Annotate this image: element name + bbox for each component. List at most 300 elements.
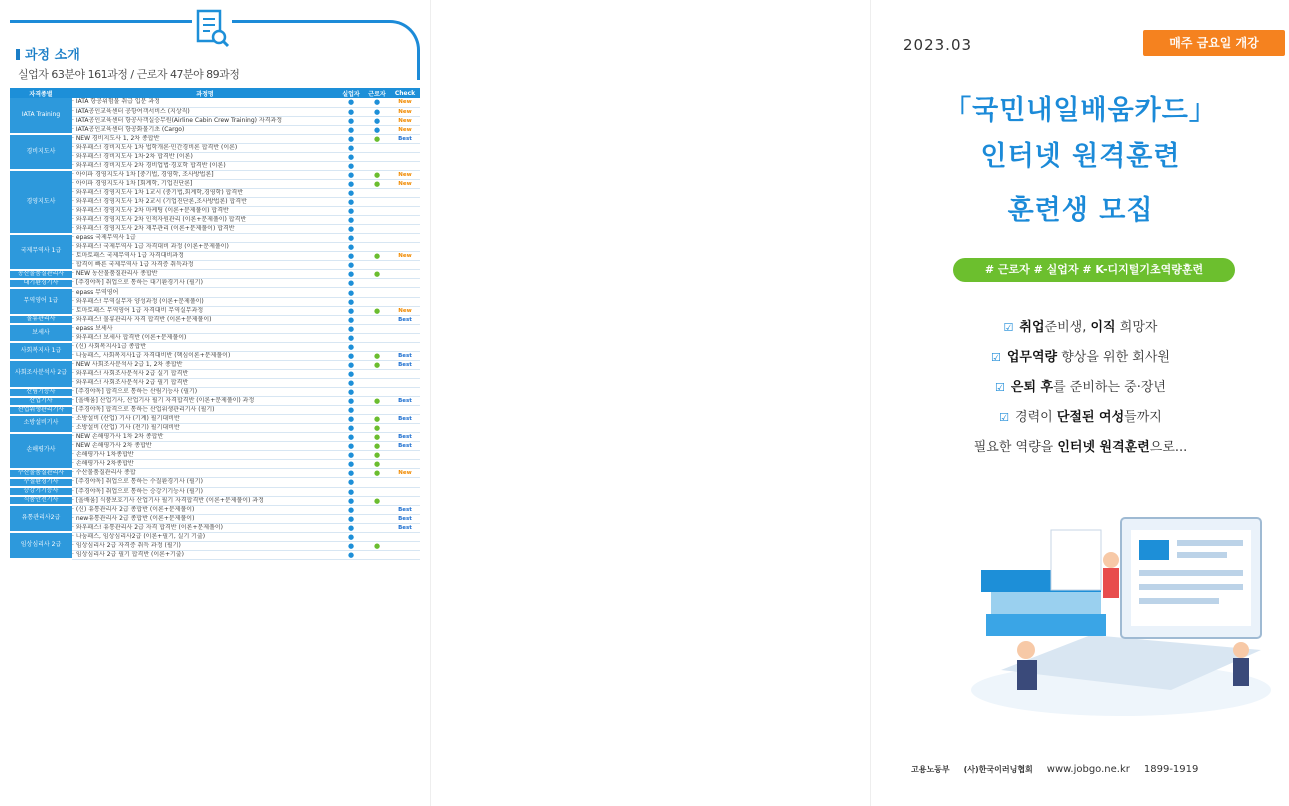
headline-3: 훈련생 모집 [1007, 195, 1154, 226]
table-row [10, 460, 420, 469]
check-badge: New [390, 469, 420, 478]
unemployed-dot-icon: ● [347, 324, 355, 333]
employed-dot-icon: ● [373, 179, 381, 188]
course-name: · [주경야독] 합격으로 통하는 산림기능사 (필기) [72, 388, 338, 397]
unemployed-dot-icon: ● [347, 152, 355, 161]
mark-cell [364, 161, 390, 170]
unemployed-dot-icon: ● [347, 125, 355, 134]
qualification-name: 사회조사분석사 2급 [10, 360, 72, 387]
check-badge [390, 388, 420, 397]
online-learning-illustration [941, 500, 1281, 720]
mark-cell [338, 496, 364, 505]
course-name: · 와우패스! 경비지도사 1차·2차 합격반 (이론) [72, 152, 338, 161]
mark-cell [364, 98, 390, 107]
mark-cell [338, 306, 364, 315]
mark-cell [364, 116, 390, 125]
course-name: · NEW 손해평가사 1차 2차 종합반 [72, 433, 338, 442]
mark-cell [338, 252, 364, 261]
unemployed-dot-icon: ● [347, 306, 355, 315]
mark-cell [364, 523, 390, 532]
course-name: · [주경야독] 취업으로 통하는 승강기기능사 (필기) [72, 487, 338, 496]
section-subtitle: 실업자 63분야 161과정 / 근로자 47분야 89과정 [18, 68, 240, 81]
section-title: 과정 소개 [16, 44, 80, 63]
course-name: · 와우패스! 유통관리사 2급 자격 합격반 (이론+문제풀이) [72, 523, 338, 532]
mark-cell [364, 532, 390, 541]
unemployed-dot-icon: ● [347, 541, 355, 550]
mark-cell [364, 207, 390, 216]
course-name: · IATA 항공위험물 취급 입문 과정 [72, 98, 338, 107]
opening-badge: 매주 금요일 개강 [1143, 30, 1285, 56]
course-name: · 와우패스! 물류관리사 자격 합격반 (이론+문제풀이) [72, 315, 338, 324]
check-icon: ☑ [1003, 321, 1014, 334]
course-name: · 아이파 경영지도사 1차 [중기법, 경영학, 조사방법론] [72, 170, 338, 179]
check-badge: New [390, 116, 420, 125]
unemployed-dot-icon: ● [347, 415, 355, 424]
course-name: · NEW 경비지도사 1, 2차 종합반 [72, 134, 338, 143]
mark-cell [338, 143, 364, 152]
unemployed-dot-icon: ● [347, 143, 355, 152]
year-label: 2023.03 [903, 36, 973, 54]
mark-cell [338, 351, 364, 360]
mark-cell [338, 198, 364, 207]
table-row [10, 496, 420, 505]
mark-cell [364, 170, 390, 179]
course-name: · 와우패스! 사회조사분석사 2급 실기 합격반 [72, 369, 338, 378]
table-row [10, 107, 420, 116]
mark-cell [364, 342, 390, 351]
unemployed-dot-icon: ● [347, 297, 355, 306]
course-name: · 와우패스! 경영지도사 2차 재무관리 (이론+문제풀이) 합격반 [72, 225, 338, 234]
mark-cell [364, 469, 390, 478]
table-row [10, 179, 420, 188]
qualification-name: 물류관리사 [10, 315, 72, 324]
right-panel [870, 0, 1289, 806]
course-name: · 와우패스! 국제무역사 1급 자격대비 과정 (이론+문제풀이) [72, 243, 338, 252]
unemployed-dot-icon: ● [347, 523, 355, 532]
table-row [10, 288, 420, 297]
mark-cell [338, 378, 364, 387]
unemployed-dot-icon: ● [347, 369, 355, 378]
course-name: · 와우패스! 경영지도사 2차 마케팅 (이론+문제풀이) 합격반 [72, 207, 338, 216]
course-name: · 토마토패스 국제무역사 1급 자격대비과정 [72, 252, 338, 261]
mark-cell [338, 188, 364, 197]
check-badge [390, 496, 420, 505]
course-name: · new유통관리사 2급 종합반 (이론+문제풀이) [72, 514, 338, 523]
course-name: · 와우패스! 경영지도사 1차 2교시 (기업진단론,조사방법론) 합격반 [72, 198, 338, 207]
table-row [10, 532, 420, 541]
unemployed-dot-icon: ● [347, 442, 355, 451]
unemployed-dot-icon: ● [347, 179, 355, 188]
unemployed-dot-icon: ● [347, 360, 355, 369]
course-name: · 손해평가사 2차종합반 [72, 460, 338, 469]
unemployed-dot-icon: ● [347, 487, 355, 496]
check-badge: Best [390, 397, 420, 406]
qualification-name: 식품안전기사 [10, 496, 72, 505]
course-name: · 와우패스! 보세사 합격반 (이론+문제풀이) [72, 333, 338, 342]
course-name: · 와우패스! 무역실무자 양성과정 (이론+문제풀이) [72, 297, 338, 306]
table-row [10, 252, 420, 261]
unemployed-dot-icon: ● [347, 207, 355, 216]
table-row [10, 541, 420, 550]
check-badge: New [390, 125, 420, 134]
course-name: · 나눔패스, 사회복지사1급 자격대비반 (핵심이론+문제풀이) [72, 351, 338, 360]
website-link[interactable]: www.jobgo.ne.kr [1046, 764, 1130, 775]
mark-cell [364, 143, 390, 152]
table-row [10, 424, 420, 433]
mark-cell [338, 342, 364, 351]
table-row [10, 279, 420, 288]
unemployed-dot-icon: ● [347, 170, 355, 179]
qualification-name: 산업기사 [10, 397, 72, 406]
mark-cell [364, 541, 390, 550]
unemployed-dot-icon: ● [347, 279, 355, 288]
table-row [10, 216, 420, 225]
check-badge: New [390, 170, 420, 179]
mark-cell [364, 369, 390, 378]
mark-cell [364, 514, 390, 523]
mark-cell [338, 388, 364, 397]
unemployed-dot-icon: ● [373, 107, 381, 116]
course-name: · 아이파 경영지도사 1차 [회계학, 기업진단론] [72, 179, 338, 188]
check-badge: Best [390, 433, 420, 442]
table-row [10, 451, 420, 460]
course-name: · [주경야독] 취업으로 통하는 수질환경기사 (필기) [72, 478, 338, 487]
unemployed-dot-icon: ● [347, 270, 355, 279]
target-list [871, 316, 1289, 466]
check-badge [390, 406, 420, 415]
check-badge [390, 270, 420, 279]
check-badge: New [390, 252, 420, 261]
middle-panel [430, 0, 870, 806]
unemployed-dot-icon: ● [347, 342, 355, 351]
unemployed-dot-icon: ● [347, 433, 355, 442]
left-panel [0, 0, 430, 806]
headline-2: 인터넷 원격훈련 [980, 141, 1181, 172]
table-row [10, 397, 420, 406]
mark-cell [338, 161, 364, 170]
mark-cell [338, 442, 364, 451]
mark-cell [338, 116, 364, 125]
unemployed-dot-icon: ● [347, 225, 355, 234]
table-row [10, 170, 420, 179]
mark-cell [338, 333, 364, 342]
column-header: 실업자 [338, 88, 364, 98]
mark-cell [364, 297, 390, 306]
check-badge: Best [390, 442, 420, 451]
check-badge: Best [390, 514, 420, 523]
check-badge [390, 369, 420, 378]
table-row [10, 333, 420, 342]
mark-cell [338, 234, 364, 243]
check-badge: Best [390, 505, 420, 514]
mark-cell [364, 234, 390, 243]
mark-cell [364, 505, 390, 514]
table-row [10, 433, 420, 442]
table-row [10, 360, 420, 369]
mark-cell [338, 523, 364, 532]
qualification-name: 소방설비기사 [10, 415, 72, 433]
course-name: · NEW 사회조사분석사 2급 1, 2차 종합반 [72, 360, 338, 369]
unemployed-dot-icon: ● [347, 161, 355, 170]
check-badge [390, 161, 420, 170]
course-name: · epass 무역영어 [72, 288, 338, 297]
course-name: · 토마토패스 무역영어 1급 자격대비 무역실무과정 [72, 306, 338, 315]
headline-1: 「국민내일배움카드」 [944, 95, 1217, 126]
mark-cell [364, 351, 390, 360]
unemployed-dot-icon: ● [347, 288, 355, 297]
employed-dot-icon: ● [373, 541, 381, 550]
mark-cell [338, 541, 364, 550]
check-badge: New [390, 306, 420, 315]
mark-cell [338, 415, 364, 424]
table-row [10, 234, 420, 243]
table-row [10, 324, 420, 333]
mark-cell [364, 225, 390, 234]
mark-cell [364, 424, 390, 433]
check-badge [390, 225, 420, 234]
mark-cell [338, 107, 364, 116]
course-name: · 수산물품질관리사 종합 [72, 469, 338, 478]
mark-cell [338, 406, 364, 415]
check-badge: Best [390, 523, 420, 532]
check-badge [390, 297, 420, 306]
course-name: · IATA공인교육센터 공항여객서비스 (지상직) [72, 107, 338, 116]
course-name: · IATA공인교육센터 항공사객실승무원(Airline Cabin Crew Training) 자격과정 [72, 116, 338, 125]
unemployed-dot-icon: ● [347, 333, 355, 342]
table-row [10, 442, 420, 451]
course-name: · [올배움] 식품보호기사 산업기사 필기 자격합격반 (이론+문제풀이) 과정 [72, 496, 338, 505]
unemployed-dot-icon: ● [347, 514, 355, 523]
mark-cell [364, 243, 390, 252]
check-badge [390, 152, 420, 161]
target-item: ☑ 경력이 단절된 여성들까지 [999, 410, 1162, 425]
table-row [10, 152, 420, 161]
qualification-name: 유통관리사2급 [10, 505, 72, 532]
target-item: ☑ 취업준비생, 이직 희망자 [1003, 320, 1158, 335]
qualification-name: 손해평가사 [10, 433, 72, 469]
table-row [10, 406, 420, 415]
column-header: 근로자 [364, 88, 390, 98]
table-row [10, 369, 420, 378]
qualification-name: 임상심리사 2급 [10, 532, 72, 559]
mark-cell [338, 487, 364, 496]
check-badge: New [390, 179, 420, 188]
course-name: · NEW 농산물품질관리사 종합반 [72, 270, 338, 279]
table-row [10, 261, 420, 270]
qualification-name: 무역영어 1급 [10, 288, 72, 315]
qualification-name: 대기환경기사 [10, 279, 72, 288]
mark-cell [338, 243, 364, 252]
employed-dot-icon: ● [373, 433, 381, 442]
mark-cell [364, 406, 390, 415]
employed-dot-icon: ● [373, 415, 381, 424]
table-row [10, 351, 420, 360]
mark-cell [364, 216, 390, 225]
unemployed-dot-icon: ● [347, 406, 355, 415]
employed-dot-icon: ● [373, 424, 381, 433]
check-badge [390, 243, 420, 252]
footer-logos [911, 764, 1281, 775]
check-badge [390, 550, 420, 559]
mark-cell [338, 550, 364, 559]
check-badge [390, 487, 420, 496]
mark-cell [364, 270, 390, 279]
qualification-name: 국제무역사 1급 [10, 234, 72, 270]
mark-cell [364, 107, 390, 116]
mark-cell [338, 225, 364, 234]
course-name: · 와우패스! 사회조사분석사 2급 필기 합격반 [72, 378, 338, 387]
column-header: 과정명 [72, 88, 338, 98]
course-name: · NEW 손해평가사 2차 종합반 [72, 442, 338, 451]
check-badge: Best [390, 360, 420, 369]
table-row [10, 306, 420, 315]
mark-cell [338, 478, 364, 487]
mark-cell [338, 514, 364, 523]
check-icon: ☑ [999, 411, 1010, 424]
mark-cell [338, 469, 364, 478]
unemployed-dot-icon: ● [373, 116, 381, 125]
unemployed-dot-icon: ● [373, 125, 381, 134]
qualification-name: 경영지도사 [10, 170, 72, 233]
qualification-name: 수산물품질관리사 [10, 469, 72, 478]
check-badge [390, 288, 420, 297]
unemployed-dot-icon: ● [347, 478, 355, 487]
mark-cell [364, 496, 390, 505]
check-badge [390, 378, 420, 387]
check-badge [390, 198, 420, 207]
qualification-name: IATA Training [10, 98, 72, 134]
employed-dot-icon: ● [373, 306, 381, 315]
mark-cell [338, 270, 364, 279]
table-row [10, 550, 420, 559]
unemployed-dot-icon: ● [347, 261, 355, 270]
table-row [10, 469, 420, 478]
target-item: ☑ 은퇴 후를 준비하는 중·장년 [995, 380, 1166, 395]
unemployed-dot-icon: ● [347, 216, 355, 225]
unemployed-dot-icon: ● [347, 234, 355, 243]
course-name: · 합격이 빠른 국제무역사 1급 자격증 취득과정 [72, 261, 338, 270]
unemployed-dot-icon: ● [347, 107, 355, 116]
employed-dot-icon: ● [373, 170, 381, 179]
course-name: · 와우패스! 경비지도사 2차 경비업법·경호학 합격반 (이론) [72, 161, 338, 170]
check-badge [390, 207, 420, 216]
mark-cell [338, 532, 364, 541]
mark-cell [338, 279, 364, 288]
mark-cell [364, 179, 390, 188]
qualification-name: 농산물품질관리사 [10, 270, 72, 279]
unemployed-dot-icon: ● [347, 388, 355, 397]
check-badge [390, 460, 420, 469]
qualification-name: 승강기기능사 [10, 487, 72, 496]
mark-cell [364, 261, 390, 270]
unemployed-dot-icon: ● [347, 243, 355, 252]
check-badge [390, 143, 420, 152]
course-name: · [주경야독] 취업으로 통하는 대기환경기사 (필기) [72, 279, 338, 288]
table-row [10, 478, 420, 487]
check-icon: ☑ [991, 351, 1001, 364]
column-header: 자격종별 [10, 88, 72, 98]
qualification-name: 사회복지사 1급 [10, 342, 72, 360]
check-badge [390, 541, 420, 550]
course-name: · 와우패스! 경비지도사 1차 법학개론·민간경비론 합격반 (이론) [72, 143, 338, 152]
course-name: · 와우패스! 경영지도사 1차 1교시 (중기법,회계학,경영학) 합격반 [72, 188, 338, 197]
employed-dot-icon: ● [373, 460, 381, 469]
mark-cell [364, 315, 390, 324]
target-item: 필요한 역량을 인터넷 원격훈련으로... [973, 440, 1188, 455]
unemployed-dot-icon: ● [347, 188, 355, 197]
table-row [10, 207, 420, 216]
qualification-name: 보세사 [10, 324, 72, 342]
mark-cell [364, 550, 390, 559]
check-badge [390, 333, 420, 342]
check-badge [390, 532, 420, 541]
employed-dot-icon: ● [373, 270, 381, 279]
table-row [10, 98, 420, 107]
check-badge [390, 451, 420, 460]
check-badge [390, 216, 420, 225]
table-row [10, 270, 420, 279]
course-name: · 임상심리사 2급 자격증 취득 과정 (필기) [72, 541, 338, 550]
mark-cell [364, 415, 390, 424]
course-name: · (신) 유통관리사 2급 종합반 (이론+문제풀이) [72, 505, 338, 514]
employed-dot-icon: ● [373, 351, 381, 360]
hashtag-pill: # 근로자 # 실업자 # K-디지털기초역량훈련 [953, 258, 1235, 282]
check-badge: Best [390, 134, 420, 143]
mark-cell [338, 424, 364, 433]
table-row [10, 378, 420, 387]
mark-cell [364, 188, 390, 197]
mark-cell [338, 297, 364, 306]
table-row [10, 505, 420, 514]
course-name: · [올배움] 산업기사, 산업기사 필기 자격합격반 (이론+문제풀이) 과정 [72, 397, 338, 406]
mark-cell [338, 207, 364, 216]
table-row [10, 188, 420, 197]
unemployed-dot-icon: ● [347, 550, 355, 559]
course-name: · 나눔패스, 임상심리사2급 (이론+필기, 실기 기출) [72, 532, 338, 541]
course-name: · 임상심리사 2급 필기 합격반 (이론+기출) [72, 550, 338, 559]
unemployed-dot-icon: ● [347, 252, 355, 261]
qualification-name: 경비지도사 [10, 134, 72, 170]
table-row [10, 116, 420, 125]
mark-cell [338, 134, 364, 143]
table-row [10, 243, 420, 252]
course-name: · 소방설비 (산업) 기사 (기계) 필기대비반 [72, 415, 338, 424]
mark-cell [364, 306, 390, 315]
course-name: · [주경야독] 합격으로 통하는 산업위생관리기사 (필기) [72, 406, 338, 415]
mark-cell [364, 460, 390, 469]
qualification-name: 산림기능사 [10, 388, 72, 397]
unemployed-dot-icon: ● [347, 451, 355, 460]
check-icon: ☑ [995, 381, 1005, 394]
mark-cell [364, 324, 390, 333]
course-name: · 손해평가사 1차종합반 [72, 451, 338, 460]
logo-ministry: 고용노동부 [911, 765, 950, 774]
unemployed-dot-icon: ● [347, 98, 355, 107]
check-badge [390, 188, 420, 197]
check-badge: Best [390, 315, 420, 324]
mark-cell [338, 324, 364, 333]
table-row [10, 225, 420, 234]
check-badge: Best [390, 351, 420, 360]
employed-dot-icon: ● [373, 360, 381, 369]
unemployed-dot-icon: ● [347, 116, 355, 125]
unemployed-dot-icon: ● [347, 134, 355, 143]
mark-cell [338, 460, 364, 469]
phone-number: 1899-1919 [1143, 764, 1199, 775]
mark-cell [364, 252, 390, 261]
mark-cell [364, 442, 390, 451]
mark-cell [338, 261, 364, 270]
